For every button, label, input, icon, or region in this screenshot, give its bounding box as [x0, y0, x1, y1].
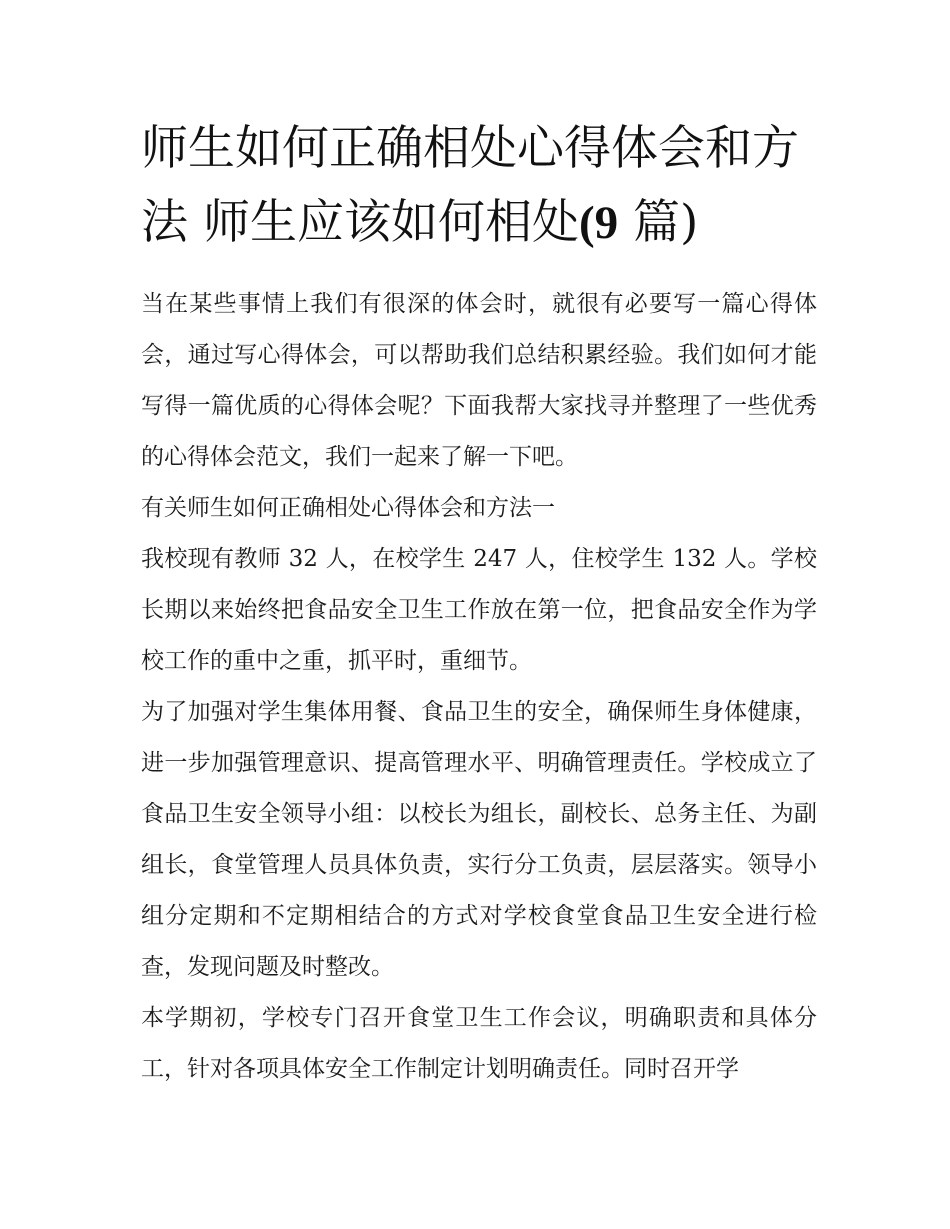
section-heading: 有关师生如何正确相处心得体会和方法一 — [141, 495, 555, 521]
title-suffix: 篇) — [618, 195, 699, 250]
title-count: (9 — [578, 197, 619, 249]
title-text: 师生如何正确相处心得体会和方法 师生应该如何相处 — [141, 121, 799, 250]
body-paragraph: 为了加强对学生集体用餐、食品卫生的安全，确保师生身体健康，进一步加强管理意识、提高管理水平、明确管理责任。学校成立了食品卫生安全领导小组：以校长为组长，副校长、总务主任、为副组长，食堂管理人员具体负责，实行分工负责，层层落实。领导小组分定期和不定期相结合的方式对学校食堂食品卫生安全进行检查，发现问题及时整改。 — [141, 699, 817, 980]
intro-paragraph: 当在某些事情上我们有很深的体会时，就很有必要写一篇心得体会，通过写心得体会，可以帮助我们总结积累经验。我们如何才能写得一篇优质的心得体会呢？下面我帮大家找寻并整理了一些优秀的心得体会范文，我们一起来了解一下吧。 — [141, 291, 817, 470]
body-paragraph: 本学期初，学校专门召开食堂卫生工作会议，明确职责和具体分工，针对各项具体安全工作制定计划明确责任。同时召开学 — [141, 1005, 817, 1082]
document-title — [141, 112, 821, 260]
document-body — [141, 279, 817, 1095]
body-paragraph: 我校现有教师 32 人，在校学生 247 人，住校学生 132 人。学校长期以来始终把食品安全卫生工作放在第一位，把食品安全作为学校工作的重中之重，抓平时，重细节。 — [141, 546, 817, 674]
